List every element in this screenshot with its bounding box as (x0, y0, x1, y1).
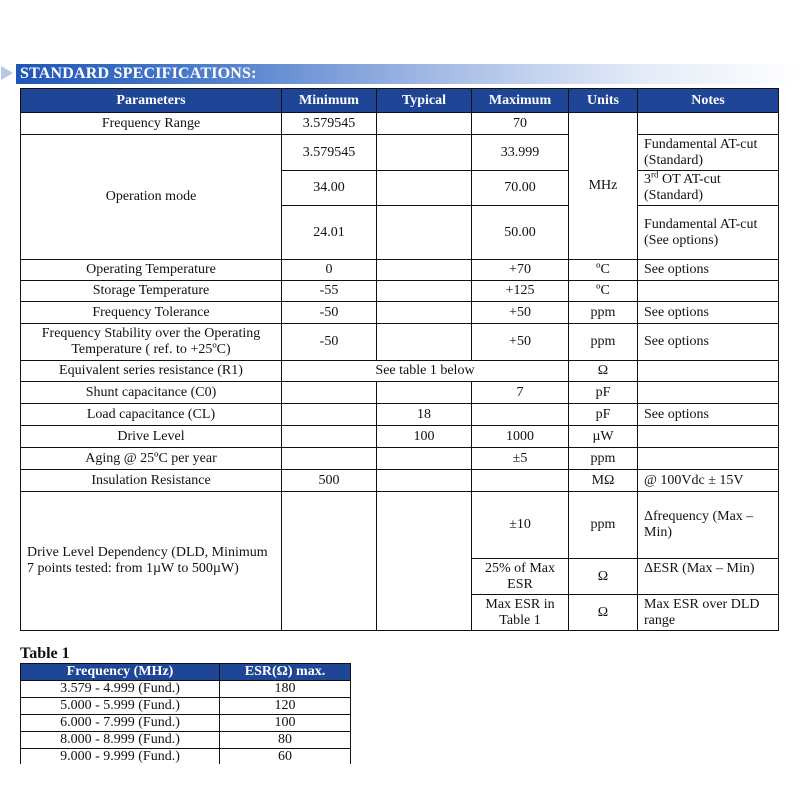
units-cell: ppm (569, 492, 638, 559)
min-cell: 0 (282, 260, 377, 281)
table-row (21, 382, 779, 404)
table-row (21, 715, 351, 732)
table-row (21, 135, 779, 171)
units-cell: MHz (569, 113, 638, 260)
typ-cell (377, 206, 472, 260)
min-cell: -50 (282, 324, 377, 361)
units-cell: ppm (569, 448, 638, 470)
min-cell: 34.00 (282, 171, 377, 206)
min-cell: -50 (282, 302, 377, 324)
typ-cell (377, 302, 472, 324)
notes-cell: ΔESR (Max – Min) (638, 559, 779, 595)
table-row (21, 361, 779, 382)
notes-cell (638, 113, 779, 135)
notes-cell (638, 281, 779, 302)
esr-value-cell: 60 (220, 749, 351, 766)
table-row (21, 470, 779, 492)
min-cell: -55 (282, 281, 377, 302)
units-cell: pF (569, 382, 638, 404)
table-row (21, 426, 779, 448)
notes-cell (638, 448, 779, 470)
spec-table (20, 88, 779, 631)
notes-cell: See options (638, 302, 779, 324)
note-prefix: 3 (644, 172, 651, 187)
header-frequency: Frequency (MHz) (21, 664, 220, 681)
units-cell: ºC (569, 260, 638, 281)
freq-range-cell: 5.000 - 5.999 (Fund.) (21, 698, 220, 715)
esr-value-cell: 100 (220, 715, 351, 732)
typ-cell (377, 324, 472, 361)
notes-cell: Fundamental AT-cut (Standard) (638, 135, 779, 171)
units-cell: pF (569, 404, 638, 426)
typ-cell (377, 260, 472, 281)
section-title: STANDARD SPECIFICATIONS: (20, 65, 257, 82)
typ-cell (377, 448, 472, 470)
typ-cell (377, 281, 472, 302)
freq-range-cell: 3.579 - 4.999 (Fund.) (21, 681, 220, 698)
header-units: Units (569, 89, 638, 113)
table-row (21, 113, 779, 135)
notes-cell: Δfrequency (Max – Min) (638, 492, 779, 559)
units-cell: ppm (569, 302, 638, 324)
max-cell (472, 470, 569, 492)
units-cell: Ω (569, 595, 638, 631)
spec-header-row (21, 89, 779, 113)
min-cell: 3.579545 (282, 135, 377, 171)
max-cell (472, 404, 569, 426)
units-cell: ºC (569, 281, 638, 302)
freq-range-cell: 6.000 - 7.999 (Fund.) (21, 715, 220, 732)
min-cell (282, 404, 377, 426)
min-cell (282, 382, 377, 404)
typ-cell (377, 135, 472, 171)
param-cell: Insulation Resistance (21, 470, 282, 492)
param-cell: Frequency Stability over the Operating Temperature ( ref. to +25ºC) (21, 324, 282, 361)
typ-cell (377, 470, 472, 492)
typ-cell (377, 382, 472, 404)
note-superscript: rd (651, 170, 659, 180)
notes-cell (638, 361, 779, 382)
table1-label: Table 1 (20, 645, 70, 662)
max-cell: +125 (472, 281, 569, 302)
table-row (21, 448, 779, 470)
esr-table (20, 663, 351, 766)
max-cell: +70 (472, 260, 569, 281)
notes-cell: See options (638, 324, 779, 361)
freq-range-cell: 8.000 - 8.999 (Fund.) (21, 732, 220, 749)
table-row (21, 698, 351, 715)
min-cell (282, 448, 377, 470)
table-row (21, 732, 351, 749)
typ-cell (377, 113, 472, 135)
notes-cell (638, 171, 779, 206)
min-cell: 500 (282, 470, 377, 492)
table-row (21, 260, 779, 281)
max-cell: 1000 (472, 426, 569, 448)
arrow-icon (1, 66, 13, 80)
max-cell: 25% of Max ESR (472, 559, 569, 595)
param-cell: Frequency Tolerance (21, 302, 282, 324)
header-minimum: Minimum (282, 89, 377, 113)
param-cell: Aging @ 25ºC per year (21, 448, 282, 470)
header-parameters: Parameters (21, 89, 282, 113)
table-row (21, 281, 779, 302)
header-esr: ESR(Ω) max. (220, 664, 351, 681)
param-cell: Storage Temperature (21, 281, 282, 302)
units-cell: MΩ (569, 470, 638, 492)
table-row (21, 302, 779, 324)
param-cell: Operating Temperature (21, 260, 282, 281)
param-cell: Operation mode (21, 135, 282, 260)
table-row (21, 404, 779, 426)
units-cell: Ω (569, 559, 638, 595)
param-cell: Drive Level Dependency (DLD, Minimum 7 points tested: from 1µW to 500µW) (21, 492, 282, 631)
bottom-crop (0, 764, 800, 800)
param-cell: Frequency Range (21, 113, 282, 135)
notes-cell: Max ESR over DLD range (638, 595, 779, 631)
max-cell: ±10 (472, 492, 569, 559)
notes-cell: Fundamental AT-cut (See options) (638, 206, 779, 260)
esr-span-cell: See table 1 below (282, 361, 569, 382)
param-cell: Equivalent series resistance (R1) (21, 361, 282, 382)
notes-cell: @ 100Vdc ± 15V (638, 470, 779, 492)
max-cell: +50 (472, 324, 569, 361)
notes-cell: See options (638, 404, 779, 426)
max-cell: ±5 (472, 448, 569, 470)
units-cell: ppm (569, 324, 638, 361)
header-notes: Notes (638, 89, 779, 113)
notes-cell (638, 382, 779, 404)
min-cell (282, 492, 377, 631)
max-cell: 7 (472, 382, 569, 404)
freq-range-cell: 9.000 - 9.999 (Fund.) (21, 749, 220, 766)
table-row (21, 324, 779, 361)
max-cell: Max ESR in Table 1 (472, 595, 569, 631)
units-cell: µW (569, 426, 638, 448)
header-typical: Typical (377, 89, 472, 113)
esr-header-row (21, 664, 351, 681)
max-cell: 50.00 (472, 206, 569, 260)
table-row (21, 492, 779, 559)
min-cell: 3.579545 (282, 113, 377, 135)
max-cell: 70.00 (472, 171, 569, 206)
max-cell: 70 (472, 113, 569, 135)
units-cell: Ω (569, 361, 638, 382)
typ-cell: 100 (377, 426, 472, 448)
typ-cell: 18 (377, 404, 472, 426)
notes-cell: See options (638, 260, 779, 281)
max-cell: +50 (472, 302, 569, 324)
esr-value-cell: 180 (220, 681, 351, 698)
note-suffix: OT AT-cut (Standard) (644, 172, 721, 203)
min-cell (282, 426, 377, 448)
typ-cell (377, 492, 472, 631)
param-cell: Drive Level (21, 426, 282, 448)
header-maximum: Maximum (472, 89, 569, 113)
section-banner (0, 62, 800, 84)
min-cell: 24.01 (282, 206, 377, 260)
typ-cell (377, 171, 472, 206)
max-cell: 33.999 (472, 135, 569, 171)
param-cell: Load capacitance (CL) (21, 404, 282, 426)
param-cell: Shunt capacitance (C0) (21, 382, 282, 404)
esr-value-cell: 80 (220, 732, 351, 749)
table-row (21, 749, 351, 766)
esr-value-cell: 120 (220, 698, 351, 715)
table-row (21, 681, 351, 698)
notes-cell (638, 426, 779, 448)
